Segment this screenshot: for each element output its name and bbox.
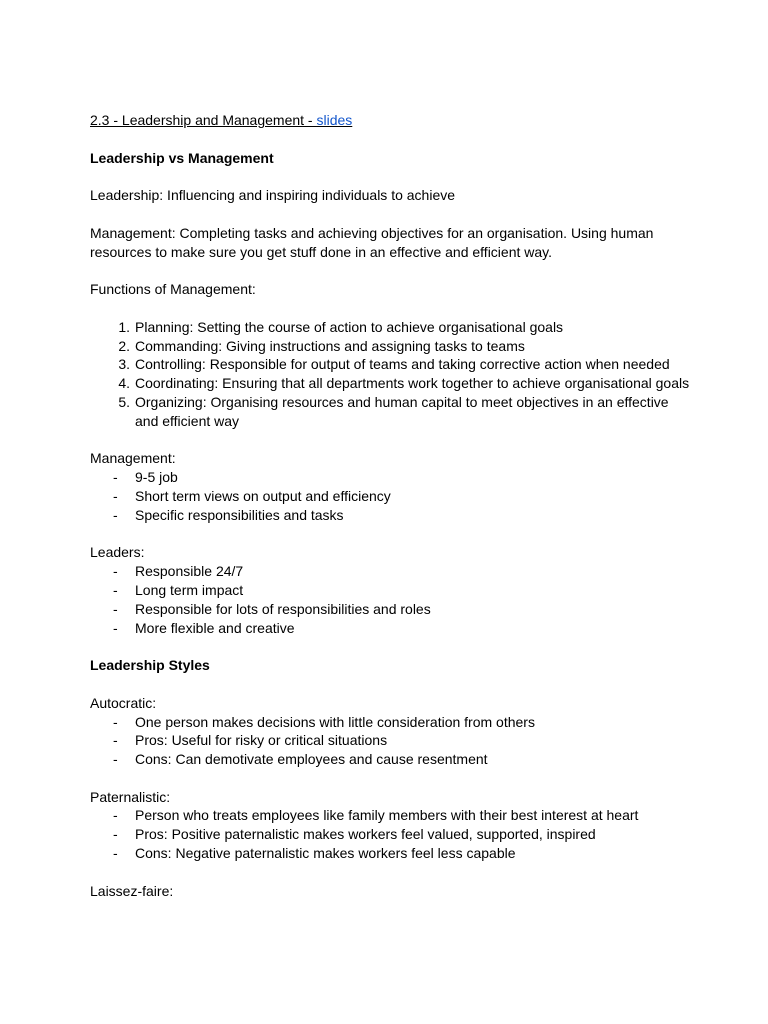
list-item-text: Pros: Useful for risky or critical situations (135, 732, 388, 749)
paternalistic-heading: Paternalistic: (90, 788, 171, 805)
list-item-text: Responsible 24/7 (135, 563, 244, 580)
functions-list (90, 318, 690, 431)
list-item-text: Responsible for lots of responsibilities and roles (135, 600, 431, 617)
autocratic-list (90, 713, 690, 769)
list-item-text: Person who treats employees like family members with their best interest at heart (135, 807, 639, 824)
paternalistic-list (90, 806, 690, 862)
list-item (90, 337, 690, 356)
leadership-vs-management-heading: Leadership vs Management (90, 149, 274, 166)
list-item-text: More flexible and creative (135, 619, 295, 636)
dash-bullet: - (113, 563, 118, 580)
dash-bullet: - (113, 506, 118, 523)
slides-link[interactable]: slides (316, 112, 353, 128)
dash-bullet: - (113, 581, 118, 598)
document-content (90, 111, 690, 900)
list-item (90, 374, 690, 393)
dash-bullet: - (113, 487, 118, 504)
dash-bullet: - (113, 845, 118, 862)
list-item (90, 844, 690, 863)
list-number: 4. (118, 375, 130, 392)
page-title (90, 111, 690, 130)
dash-bullet: - (113, 713, 118, 730)
list-item (90, 487, 690, 506)
list-item (90, 750, 690, 769)
list-item-text: Pros: Positive paternalistic makes workers feel valued, supported, inspired (135, 826, 596, 843)
dash-bullet: - (113, 826, 118, 843)
list-item (90, 393, 690, 431)
list-item (90, 825, 690, 844)
list-item (90, 506, 690, 525)
dash-bullet: - (113, 600, 118, 617)
list-item (90, 468, 690, 487)
dash-bullet: - (113, 619, 118, 636)
list-number: 5. (118, 393, 130, 410)
list-item-text: Long term impact (135, 581, 244, 598)
list-number: 2. (118, 337, 130, 354)
list-item-text: Cons: Can demotivate employees and cause resentment (135, 751, 488, 768)
leadership-definition: Leadership: Influencing and inspiring individuals to achieve (90, 187, 456, 204)
list-item (90, 318, 690, 337)
list-item-text: Planning: Setting the course of action to achieve organisational goals (135, 318, 564, 335)
leaders-list (90, 562, 690, 637)
list-item-text: 9-5 job (135, 469, 178, 486)
list-item-text: Specific responsibilities and tasks (135, 506, 344, 523)
list-item-text: Short term views on output and efficiency (135, 487, 391, 504)
list-item (90, 731, 690, 750)
list-item-text: One person makes decisions with little consideration from others (135, 713, 535, 730)
management-list (90, 468, 690, 524)
dash-bullet: - (113, 751, 118, 768)
autocratic-heading: Autocratic: (90, 694, 157, 711)
list-item-text: Cons: Negative paternalistic makes workers feel less capable (135, 845, 516, 862)
list-item (90, 806, 690, 825)
management-definition: Management: Completing tasks and achieving objectives for an organisation. Using human resources to make sure you get stuff done in an effective and efficient way. (90, 224, 654, 260)
list-item-text: Controlling: Responsible for output of teams and taking corrective action when needed (135, 356, 670, 373)
list-item-text: Organizing: Organising resources and human capital to meet objectives in an effective and efficient way (135, 393, 669, 429)
management-list-heading: Management: (90, 450, 176, 467)
dash-bullet: - (113, 732, 118, 749)
laissez-faire-heading: Laissez-faire: (90, 882, 174, 899)
list-item (90, 581, 690, 600)
leadership-styles-heading: Leadership Styles (90, 657, 210, 674)
functions-heading: Functions of Management: (90, 281, 256, 298)
list-item (90, 562, 690, 581)
list-item-text: Commanding: Giving instructions and assigning tasks to teams (135, 337, 525, 354)
title-text: 2.3 - Leadership and Management - (90, 112, 317, 128)
list-number: 3. (118, 356, 130, 373)
list-item (90, 713, 690, 732)
list-item (90, 355, 690, 374)
list-number: 1. (118, 318, 130, 335)
list-item-text: Coordinating: Ensuring that all departments work together to achieve organisational goals (135, 375, 690, 392)
list-item (90, 619, 690, 638)
list-item (90, 600, 690, 619)
dash-bullet: - (113, 469, 118, 486)
leaders-list-heading: Leaders: (90, 544, 145, 561)
dash-bullet: - (113, 807, 118, 824)
